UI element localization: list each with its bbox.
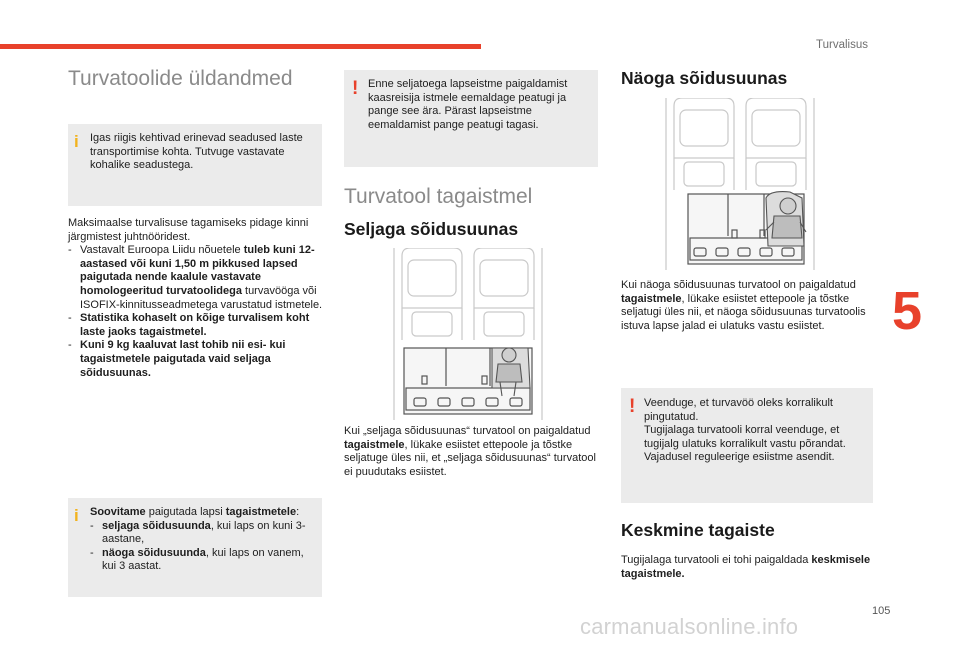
- rear-facing-seat-diagram: [388, 248, 548, 420]
- info-box-text: Igas riigis kehtivad erinevad seadused laste transportimise kohta. Tutvuge vastavate kohalike seadustega.: [90, 132, 303, 172]
- rec-item-1: [90, 520, 320, 547]
- info-box-laws: [68, 124, 322, 206]
- dash: -: [68, 312, 72, 325]
- dash: -: [90, 546, 94, 559]
- warning-box-headrest: [344, 70, 598, 167]
- warning-icon: !: [352, 78, 359, 99]
- dash: -: [90, 519, 94, 532]
- rec-item2-bold: näoga sõidusuunda: [102, 546, 206, 559]
- middle-seat-paragraph: [621, 554, 873, 581]
- rec-item2-rest: , kui laps on vanem, kui 3 aastat.: [102, 546, 304, 573]
- forward-facing-seat-diagram: [660, 98, 820, 270]
- info-icon: i: [74, 132, 79, 151]
- section-name: Turvalisus: [816, 39, 868, 51]
- rear-facing-text-c: , lükake esiistet ettepoole ja tõstke seljatuge üles nii, et „seljaga sõidusuunas“ turvatool ei puudutaks esiistet.: [344, 438, 596, 478]
- chapter-number: 5: [892, 281, 923, 341]
- rule1-text-a: Vastavalt Euroopa Liidu nõuetele: [80, 244, 244, 257]
- info-box-recommendation: [68, 498, 322, 597]
- section-title-rear-seat: Turvatool tagaistmel: [344, 185, 533, 208]
- rule1-text-b: tuleb kuni 12-aastased või kuni 1,50 m pikkused lapsed paigutada nende kaalule vastavate homologeeritud turvatoolidega: [80, 244, 315, 297]
- forward-facing-text-b: tagaistmele: [621, 292, 682, 305]
- warning-icon: !: [629, 396, 636, 417]
- rec-item1-bold: seljaga sõidusuunda: [102, 519, 211, 532]
- rule2-text: Statistika kohaselt on kõige turvalisem koht laste jaoks tagaistmetel.: [80, 312, 310, 338]
- rule-item-2: [68, 312, 326, 339]
- warning-box-text: Enne seljatoega lapseistme paigaldamist kaasreisija istmele eemaldage peatugi ja pange see ära. Pärast lapseistme eemaldamist pange peatugi tagasi.: [368, 78, 568, 131]
- info-icon: i: [74, 506, 79, 525]
- header-accent-bar: [0, 44, 481, 49]
- warning-belt-text: Veenduge, et turvavöö oleks korralikult pingutatud. Tugijalaga turvatooli korral veenduge, et tugijalg ulatuks korralikult vastu põrandat. Vajadusel reguleerige esiistme asendit.: [644, 397, 846, 464]
- rear-facing-paragraph: [344, 425, 602, 479]
- rule1-text-c: turvavööga või ISOFIX-kinnitusseadmetega varustatud istmetele.: [80, 284, 323, 311]
- warning-box-belt: [621, 388, 873, 503]
- rule-item-3: [68, 339, 326, 380]
- rule-item-1: [68, 244, 326, 312]
- rear-facing-text-b: tagaistmele: [344, 438, 405, 451]
- rec-item1-rest: , kui laps on kuni 3-aastane,: [102, 519, 306, 546]
- rule3-text: Kuni 9 kg kaaluvat last tohib nii esi- kui tagaistmetele paigutada vaid seljaga sõidusuunas.: [80, 339, 286, 379]
- rec-bold-c: tagaistmetele: [225, 506, 297, 518]
- middle-seat-text-b: keskmisele tagaistmele.: [621, 554, 871, 580]
- recommendation-text: [90, 506, 320, 574]
- forward-facing-paragraph: [621, 279, 873, 333]
- section-title-general: Turvatoolide üldandmed: [68, 67, 293, 90]
- rules-block: [68, 217, 326, 380]
- dash: -: [68, 339, 72, 352]
- rec-text-b: paigutada lapsi: [145, 506, 226, 518]
- subtitle-middle-rear-seat: Keskmine tagaiste: [621, 520, 775, 540]
- rear-facing-text-a: Kui „seljaga sõidusuunas“ turvatool on paigaldatud: [344, 425, 591, 437]
- middle-seat-text-a: Tugijalaga turvatooli ei tohi paigaldada: [621, 554, 812, 566]
- rules-intro: Maksimaalse turvalisuse tagamiseks pidage kinni järgmistest juhtnööridest.: [68, 217, 309, 243]
- subtitle-rear-facing: Seljaga sõidusuunas: [344, 219, 519, 239]
- rec-bold-a: Soovitame: [90, 506, 146, 518]
- watermark: carmanualsonline.info: [580, 614, 799, 639]
- forward-facing-text-c: , lükake esiistet ettepoole ja tõstke seljatugi üles nii, et näoga sõidusuunas turvatoolis istuva lapse jalad ei ulatuks vastu esiistet.: [621, 292, 866, 332]
- page-number: 105: [872, 605, 891, 617]
- forward-facing-text-a: Kui näoga sõidusuunas turvatool on paigaldatud: [621, 279, 856, 291]
- rec-item-2: [90, 547, 320, 574]
- dash: -: [68, 244, 72, 257]
- rec-text-d: :: [296, 506, 300, 518]
- subtitle-forward-facing: Näoga sõidusuunas: [621, 68, 788, 88]
